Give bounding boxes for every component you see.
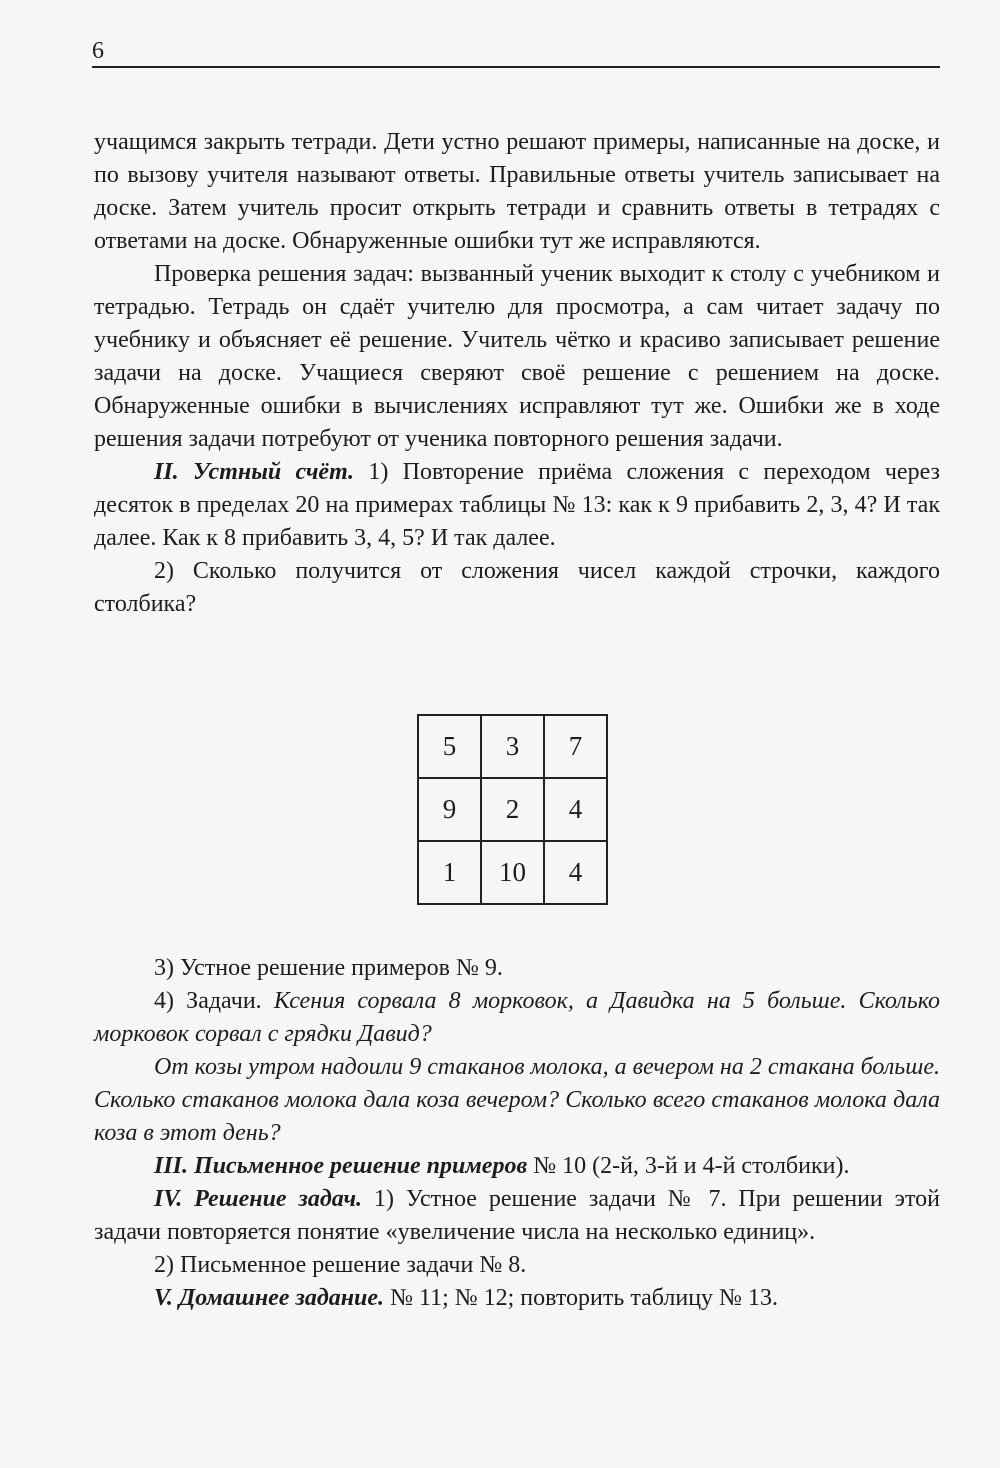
paragraph-written-examples (94, 1150, 940, 1183)
text-block-upper (94, 126, 940, 621)
grid-cell: 9 (418, 778, 481, 841)
grid-row (418, 841, 607, 904)
text-block-lower (94, 952, 940, 1315)
oral-count-text: 1) Повторение приёма сложения с переходом через десяток в пределах 20 на примерах таблицы № 13: как к 9 прибавить 2, 3, 4? И так далее. Как к 8 прибавить 3, 4, 5? И так далее. (94, 459, 940, 551)
section-heading-written: III. Письменное решение примеров (154, 1153, 528, 1179)
paragraph-tasks (94, 985, 940, 1051)
paragraph-oral-count (94, 456, 940, 555)
solving-tasks-text: 1) Устное решение задачи № 7. При решении этой задачи повторяется понятие «увеличение числа на несколько единиц». (94, 1186, 940, 1245)
task-goat-milk: От козы утром надоили 9 стаканов молока, а вечером на 2 стакана больше. Сколько стаканов молока дала коза вечером? Сколько всего стаканов молока дала коза в этот день? (94, 1054, 940, 1146)
grid-row (418, 778, 607, 841)
header-rule (92, 66, 940, 68)
grid-row (418, 715, 607, 778)
paragraph-written-task: 2) Письменное решение задачи № 8. (154, 1252, 527, 1278)
paragraph-sum-question: 2) Сколько получится от сложения чисел каждой строчки, каждого столбика? (94, 558, 940, 617)
paragraph-examples: 3) Устное решение примеров № 9. (154, 955, 503, 981)
paragraph-task-check: Проверка решения задач: вызванный ученик выходит к столу с учебником и тетрадью. Тетрадь он сдаёт учителю для просмотра, а сам читает задачу по учебнику и объясняет её решение. Учитель чётко и красиво записывает решение задачи на доске. Учащиеся сверяют своё решение с решением на доске. Обнаруженные ошибки в вычислениях исправляют тут же. Ошибки же в ходе решения задачи потребуют от ученика повторного решения задачи. (94, 261, 940, 452)
paragraph-homework (94, 1282, 940, 1315)
grid-cell: 3 (481, 715, 544, 778)
grid-cell: 7 (544, 715, 607, 778)
number-grid (417, 714, 608, 905)
section-heading-solving: IV. Решение задач. (154, 1186, 363, 1212)
homework-text: № 11; № 12; повторить таблицу № 13. (384, 1285, 778, 1311)
section-heading-homework: V. Домашнее задание. (154, 1285, 385, 1311)
page-number: 6 (92, 38, 104, 64)
grid-cell: 10 (481, 841, 544, 904)
grid-cell: 1 (418, 841, 481, 904)
section-heading-oral-count: II. Устный счёт. (154, 459, 355, 485)
grid-cell: 4 (544, 778, 607, 841)
paragraph-solving-tasks (94, 1183, 940, 1249)
written-examples-text: № 10 (2-й, 3-й и 4-й столбики). (527, 1153, 850, 1179)
grid-cell: 5 (418, 715, 481, 778)
grid-cell: 4 (544, 841, 607, 904)
task-carrots: Ксения сорвала 8 морковок, а Давидка на 5 больше. Сколько морковок сорвал с грядки Давид? (94, 988, 941, 1047)
tasks-lead: 4) Задачи. (154, 988, 274, 1014)
paragraph-continuation: учащимся закрыть тетради. Дети устно решают примеры, написанные на доске, и по вызову учителя называют ответы. Правильные ответы учитель записывает на доске. Затем учитель просит открыть тетради и сравнить ответы в тетрадях с ответами на доске. Обнаруженные ошибки тут же исправляются. (94, 129, 940, 254)
grid-cell: 2 (481, 778, 544, 841)
